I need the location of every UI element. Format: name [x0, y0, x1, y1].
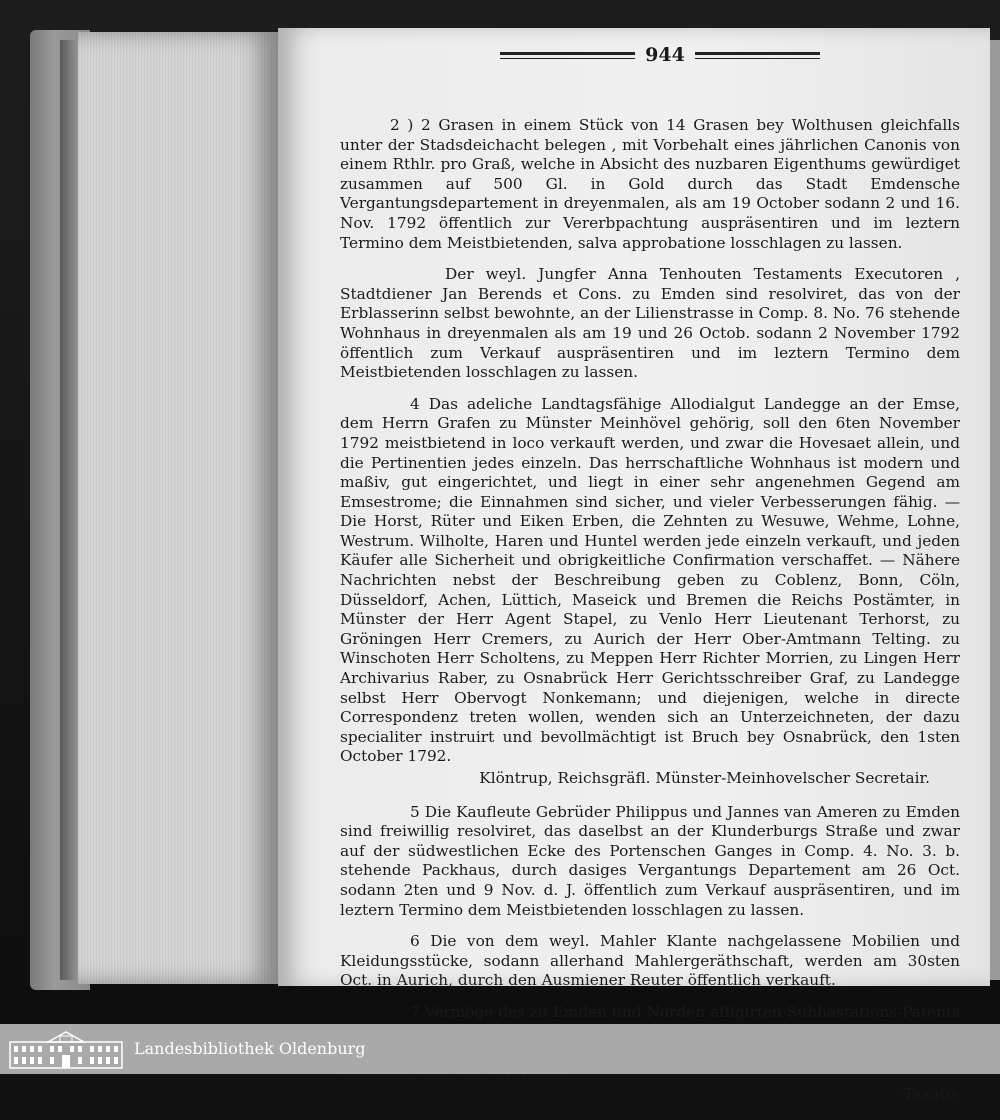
header-rule-left-thin [500, 58, 635, 59]
paragraph: 6 Die von dem weyl. Mahler Klante nachgelassene Mobilien und Kleidungsstücke, sodann allerhand Mahlergeräthschaft, werden am 30sten Oct. in Aurich, durch den Ausmiener Reuter öffentlich verkauft. [340, 932, 960, 990]
footer-library-name: Landesbibliothek Oldenburg [134, 1039, 366, 1058]
footer-bar [0, 1024, 1000, 1074]
paragraph: 5 Die Kaufleute Gebrüder Philippus und Jannes van Ameren zu Emden sind freiwillig resolviret, das daselbst an der Klunderburgs Straße und zwar auf der südwestlichen Ecke des Portenschen Ganges in Comp. 4. No. 3. b. stehende Packhaus, durch dasiges Vergantungs Departement am 26 Oct. sodann 2ten und 9 Nov. d. J. öffentlich zum Verkauf auspräsentiren, und im leztern Termino dem Meistbietenden losschlagen zu lassen. [340, 802, 960, 919]
library-building-logo-icon [8, 1028, 124, 1070]
page-text [340, 116, 960, 1120]
paragraph: 7 Vermöge des zu Emden und Norden affigirten Subhastations-Patents [410, 1002, 960, 1021]
paragraph: 4 Das adeliche Landtagsfähige Allodialgut Landegge an der Emse, dem Herrn Grafen zu Münster Meinhövel gehörig, soll den 6ten November 1792 meistbietend in loco verkauft werden, und zwar die Hovesaet allein, und die Pertinentien jedes einzeln. Das herrschaftliche Wohnhaus ist modern und maßiv, gut eingerichtet, und liegt in einer sehr angenehmen Gegend am Emsestrome; die Einnahmen sind sicher, und vieler Verbesserungen fähig. — Die Horst, Rüter und Eiken Erben, die Zehnten zu Wesuwe, Wehme, Lohne, Westrum. Wilholte, Haren und Huntel werden jede einzeln verkauft, und jeden Käufer alle Sicherheit und obrigkeitliche Confirmation verschaffet. — Nähere Nachrichten nebst der Beschreibung geben zu Coblenz, Bonn, Cöln, Düsseldorf, Achen, Lüttich, Maseick und Bremen die Reichs Postämter, in Münster der Herr Agent Stapel, zu Venlo Herr Lieutenant Terhorst, zu Gröningen Herr Cremers, zu Aurich der Herr Ober-Amtmann Telting. zu Winschoten Herr Scholtens, zu Meppen Herr Richter Morrien, zu Lingen Herr Archivarius Raber, zu Osnabrück Herr Gerichtsschreiber Graf, zu Landegge selbst Herr Obervogt Nonkemann; und diejenigen, welche in directe Correspondenz treten wollen, wenden sich an Unterzeichneten, der dazu specialiter instruirt und bevollmächtigt ist Bruch bey Osnabrück, den 1sten October 1792. [340, 394, 960, 766]
page-number: 944 [645, 44, 685, 66]
catchword: Taxato- [903, 1085, 960, 1104]
paragraph: Der weyl. Jungfer Anna Tenhouten Testaments Executoren , Stadtdiener Jan Berends et Cons. zu Emden sind resolviret, das von der Erblasserinn selbst bewohnte, an der Lilienstrasse in Comp. 8. No. 76 stehende Wohnhaus in dreyenmalen als am 19 und 26 Octob. sodann 2 November 1792 öffentlich zum Verkauf auspräsentiren und im leztern Termino dem Meistbietenden losschlagen zu lassen. [340, 265, 960, 382]
header-rule-left [500, 52, 635, 55]
paragraph: 2 ) 2 Grasen in einem Stück von 14 Grasen bey Wolthusen gleichfalls unter der Stadsdeichacht belegen , mit Vorbehalt eines jährlichen Canonis von einem Rthlr. pro Graß, welche in Absicht des nuzbaren Eigenthums gewürdiget zusammen auf 500 Gl. in Gold durch das Stadt Emdensche Vergantungsdepartement in dreyenmalen, als am 19 October sodann 2 und 16. Nov. 1792 öffentlich zur Vererbpachtung auspräsentiren und im leztern Termino dem Meistbietenden, salva approbatione losschlagen zu lassen. [340, 116, 960, 252]
header-rule-right [695, 52, 820, 55]
signature: Klöntrup, Reichsgräfl. Münster-Meinhovelscher Secretair. [479, 769, 930, 787]
header-rule-right-thin [695, 58, 820, 59]
page-stack-edges [78, 32, 278, 984]
facing-page-edge [990, 40, 1000, 980]
page-header [500, 44, 820, 84]
